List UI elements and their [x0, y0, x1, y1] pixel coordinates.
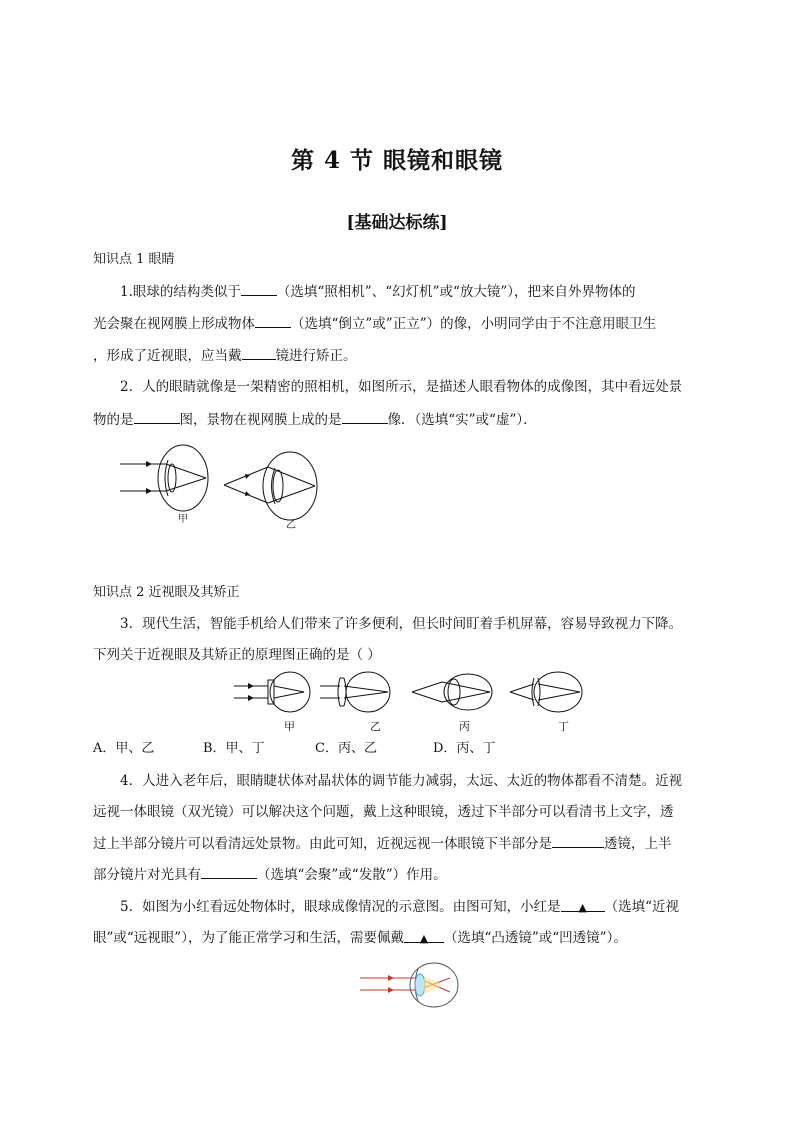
q5-text-d: （选填“凸透镜”或“凹透镜”）。 [443, 930, 627, 946]
q1-blank-3[interactable] [242, 345, 276, 360]
q1-text-d: （选填“倒立”或”正立”）的像，小明同学由于不注意用眼卫生 [291, 316, 657, 332]
q5-line-1 [120, 897, 705, 917]
q1-line-2 [93, 313, 703, 334]
figure-label-jia: 甲 [178, 514, 188, 525]
q2-eye-diagram [118, 440, 328, 535]
q4-line-4 [93, 864, 703, 885]
q1-line-1 [120, 281, 705, 302]
q5-text-a: 5．如图为小红看远处物体时，眼球成像情况的示意图。由图可知，小红是 [120, 899, 561, 915]
q1-line-3 [93, 345, 703, 366]
triangle-icon: ▲ [419, 932, 429, 945]
section-subtitle: [基础达标练] [346, 213, 448, 233]
q4-line-1: 4．人进入老年后，眼睛睫状体对晶状体的调节能力减弱，太远、太近的物体都看不清楚。近视 [120, 773, 683, 789]
q4-text-f: （选填“会聚”或“发散”）作用。 [257, 867, 447, 883]
q5-blank-2[interactable] [404, 928, 444, 943]
knowledge-point-2: 知识点 2 近视眼及其矫正 [93, 585, 240, 600]
q3-line-1: 3．现代生活，智能手机给人们带来了许多便利，但长时间盯着手机屏幕，容易导致视力下降。 [120, 616, 683, 632]
q5-text-c: 眼”或“远视眼”），为了能正常学习和生活，需要佩戴 [93, 930, 404, 946]
q2-line-2 [93, 409, 703, 430]
q1-text-f: 镜进行矫正。 [275, 348, 357, 364]
figure-label-yi: 乙 [286, 520, 296, 531]
q2-text-c: 图，景物在视网膜上成的是 [179, 412, 342, 428]
q1-text-b: （选填“照相机”、“幻灯机”或“放大镜”），把来自外界物体的 [276, 284, 636, 300]
q3-diagram-bing [412, 674, 492, 710]
eye-diagram-yi [224, 452, 317, 520]
q1-blank-1[interactable] [241, 281, 277, 296]
q3-diagram-ding [510, 672, 582, 712]
q3-label-yi: 乙 [370, 720, 381, 733]
q3-label-ding: 丁 [558, 720, 569, 733]
q1-text-c: 光会聚在视网膜上形成物体 [93, 316, 255, 332]
q4-text-d: 透镜，上半 [604, 836, 672, 852]
q4-line-3 [93, 833, 703, 854]
q3-label-jia: 甲 [284, 720, 295, 733]
q4-text-c: 过上半部分镜片可以看清远处景物。由此可知，近视远视一体眼镜下半部分是 [93, 836, 552, 852]
eye-diagram-jia [120, 445, 208, 511]
q1-blank-2[interactable] [255, 313, 291, 328]
q3-option-c[interactable]: C．丙、乙 [315, 741, 377, 756]
q5-blank-1[interactable] [561, 897, 605, 912]
q4-line-2: 远视一体眼镜（双光镜）可以解决这个问题，戴上这种眼镜，透过下半部分可以看清书上文字，透 [93, 804, 674, 820]
triangle-icon: ▲ [578, 901, 587, 914]
q3-option-b[interactable]: B．甲、丁 [203, 741, 265, 756]
knowledge-point-1: 知识点 1 眼睛 [93, 252, 175, 267]
q5-text-b: （选填“近视 [604, 899, 679, 915]
q2-text-b: 物的是 [93, 412, 134, 428]
q3-label-bing: 丙 [459, 720, 470, 733]
q3-diagram-yi [320, 672, 390, 712]
q1-text-e: ，形成了近视眼，应当戴 [93, 348, 242, 364]
q3-option-a[interactable]: A．甲、乙 [93, 741, 155, 756]
q3-eye-diagrams [232, 670, 592, 716]
q1-text-a: 1.眼球的结构类似于 [120, 284, 241, 300]
q2-blank-2[interactable] [342, 409, 388, 424]
q3-diagram-jia [234, 672, 310, 712]
q2-blank-1[interactable] [134, 409, 180, 424]
q2-text-d: 像．（选填“实”或“虚”）． [387, 412, 537, 428]
q3-options [93, 739, 703, 759]
q5-eye-diagram [358, 962, 463, 1010]
q5-line-2 [93, 928, 703, 948]
q3-option-d[interactable]: D．丙、丁 [433, 741, 496, 756]
q3-line-2: 下列关于近视眼及其矫正的原理图正确的是（ ） [93, 647, 381, 663]
q2-line-1: 2．人的眼睛就像是一架精密的照相机，如图所示，是描述人眼看物体的成像图，其中看远处景 [120, 379, 683, 395]
q4-text-e: 部分镜片对光具有 [93, 867, 201, 883]
page-title: 第 4 节 眼镜和眼镜 [290, 147, 504, 174]
q4-blank-1[interactable] [552, 833, 604, 848]
q4-blank-2[interactable] [201, 864, 257, 879]
